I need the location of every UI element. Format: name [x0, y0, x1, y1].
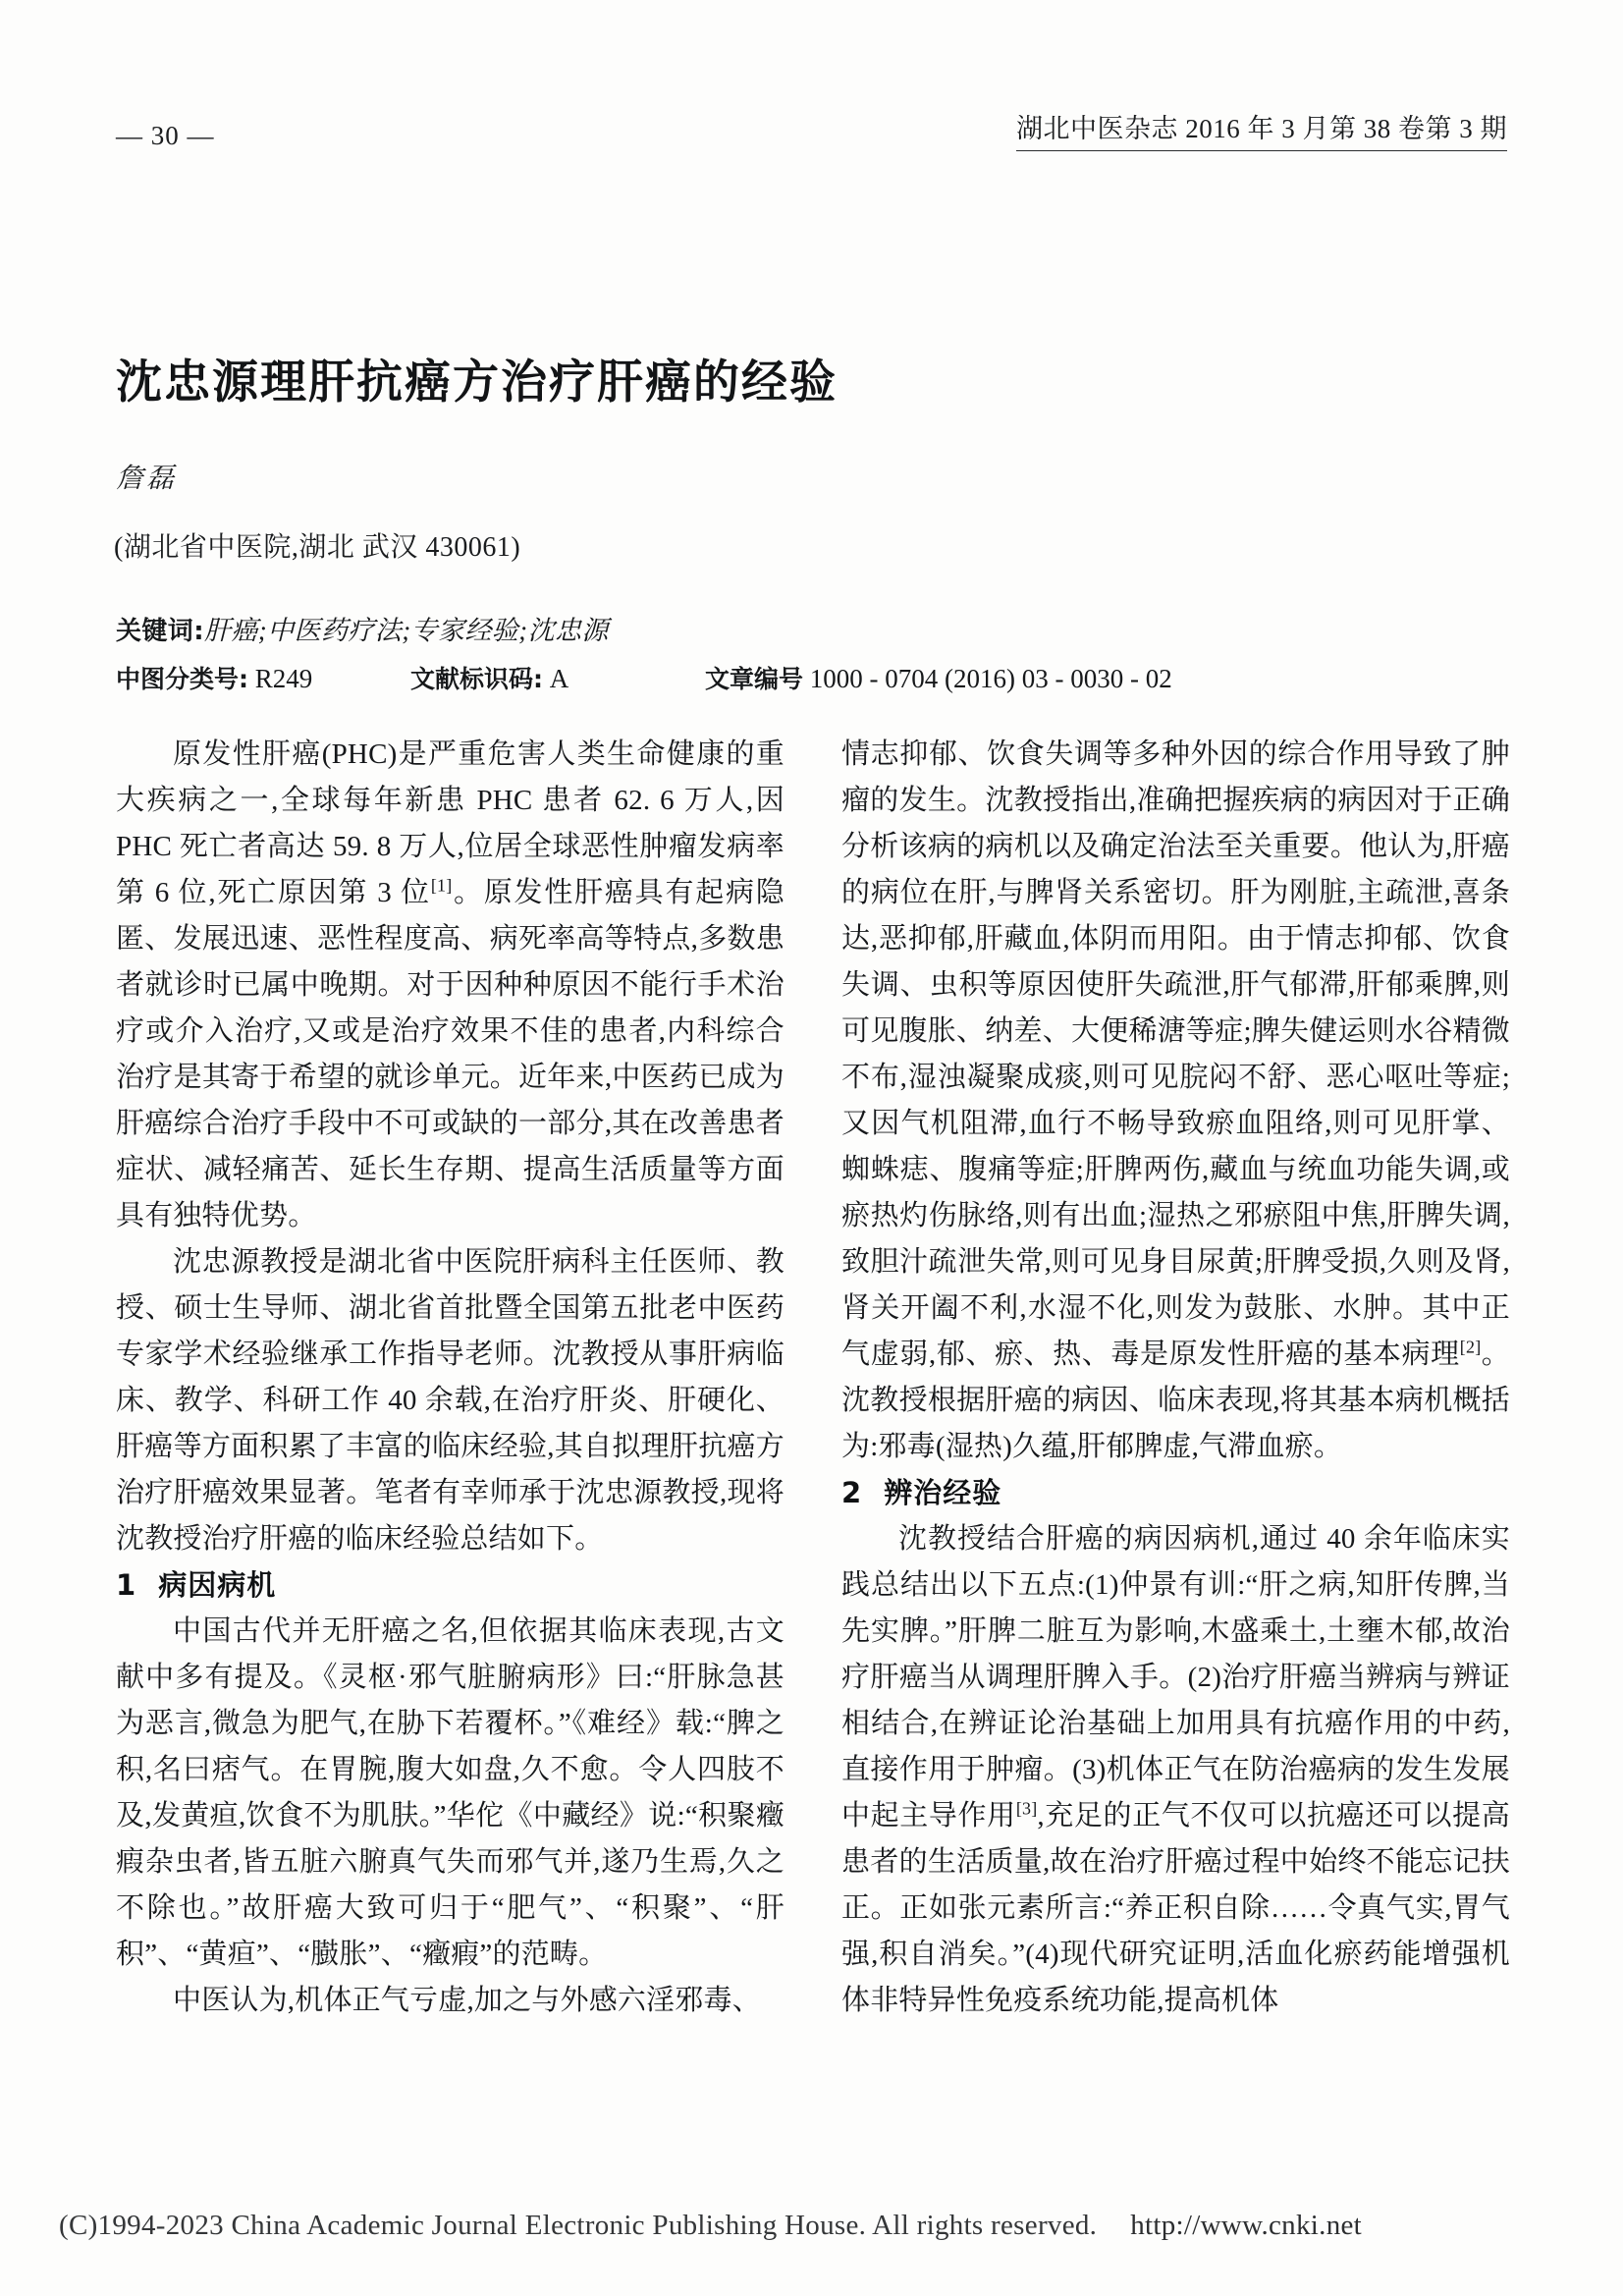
section-heading-2 — [841, 1470, 1510, 1516]
document-code — [410, 660, 705, 695]
keywords-line — [116, 609, 609, 647]
reference-marker: [1] — [430, 875, 453, 896]
paragraph — [841, 1516, 1510, 2024]
reference-marker: [3] — [1015, 1798, 1038, 1819]
paragraph — [841, 732, 1510, 1470]
section-heading-1 — [116, 1562, 784, 1609]
metadata-line — [116, 660, 1507, 695]
author-name: 詹磊 — [116, 464, 178, 494]
paragraph-text: 情志抑郁、饮食失调等多种外因的综合作用导致了肿瘤的发生。沈教授指出,准确把握疾病的病因对于正确分析该病的病机以及确定治法至关重要。他认为,肝癌的病位在肝,与脾肾关系密切。肝为刚脏,主疏泄,喜条达,恶抑郁,肝藏血,体阴而用阳。由于情志抑郁、饮食失调、虫积等原因使肝失疏泄,肝气郁滞,肝郁乘脾,则可见腹胀、纳差、大便稀溏等症;脾失健运则水谷精微不布,湿浊凝聚成痰,则可见脘闷不舒、恶心呕吐等症;又因气机阻滞,血行不畅导致瘀血阻络,则可见肝掌、蜘蛛痣、腹痛等症;肝脾两伤,藏血与统血功能失调,或瘀热灼伤脉络,则有出血;湿热之邪瘀阻中焦,肝脾失调,致胆汁疏泄失常,则可见身目尿黄;肝脾受损,久则及肾,肾关开阖不利,水湿不化,则发为鼓胀、水肿。其中正气虚弱,郁、瘀、热、毒是原发性肝癌的基本病理 — [841, 738, 1510, 1370]
running-head — [116, 108, 1507, 151]
paragraph-text-cont: 。沈教授根据肝癌的病因、临床表现,将其基本病机概括为:邪毒(湿热)久蕴,肝郁脾虚,气滞血瘀。 — [841, 1339, 1511, 1462]
article-id-label: 文章编号 — [705, 665, 804, 693]
left-column — [116, 732, 784, 2016]
paragraph-text: 沈教授结合肝癌的病因病机,通过 40 余年临床实践总结出以下五点:(1)仲景有训:“肝之病,知肝传脾,当先实脾。”肝脾二脏互为影响,木盛乘土,土壅木郁,故治疗肝癌当从调理肝脾入手。(2)治疗肝癌当辨病与辨证相结合,在辨证论治基础上加用具有抗癌作用的中药,直接作用于肿瘤。(3)机体正气在防治癌病的发生发展中起主导作用 — [841, 1523, 1510, 1831]
section-title: 病因病机 — [158, 1568, 277, 1602]
keywords-value: 肝癌;中医药疗法;专家经验;沈忠源 — [204, 616, 609, 645]
page-number: — 30 — — [116, 121, 215, 150]
page-title: 沈忠源理肝抗癌方治疗肝癌的经验 — [116, 355, 838, 410]
article-id-value: 1000 - 0704 (2016) 03 - 0030 - 02 — [803, 664, 1172, 693]
reference-marker: [2] — [1459, 1337, 1482, 1357]
paragraph: 中国古代并无肝癌之名,但依据其临床表现,古文献中多有提及。《灵枢·邪气脏腑病形》曰:“肝脉急甚为恶言,微急为肥气,在胁下若覆杯。”《难经》载:“脾之积,名曰痞气。在胃腕,腹大如盘,久不愈。令人四肢不及,发黄疸,饮食不为肌肤。”华佗《中藏经》说:“积聚癥瘕杂虫者,皆五脏六腑真气失而邪气并,遂乃生焉,久之不除也。”故肝癌大致可归于“肥气”、“积聚”、“肝积”、“黄疸”、“臌胀”、“癥瘕”的范畴。 — [116, 1615, 784, 1970]
right-column — [841, 732, 1511, 2016]
document-code-value: A — [543, 664, 569, 693]
section-number: 1 — [116, 1568, 137, 1602]
paragraph: 中医认为,机体正气亏虚,加之与外感六淫邪毒、 — [173, 1985, 761, 2016]
article-id — [705, 660, 1507, 695]
section-number: 2 — [841, 1476, 863, 1509]
clc-value: R249 — [248, 664, 313, 693]
publisher-url: http://www.cnki.net — [1130, 2210, 1363, 2241]
paragraph: 沈忠源教授是湖北省中医院肝病科主任医师、教授、硕士生导师、湖北省首批暨全国第五批老中医药专家学术经验继承工作指导老师。沈教授从事肝病临床、教学、科研工作 40 余载,在治疗肝炎、肝硬化、肝癌等方面积累了丰富的临床经验,其自拟理肝抗癌方治疗肝癌效果显著。笔者有幸师承于沈忠源教授,现将沈教授治疗肝癌的临床经验总结如下。 — [116, 1246, 784, 1555]
footer-copyright-bar — [59, 2210, 1564, 2242]
section-title: 辨治经验 — [884, 1476, 1002, 1509]
paragraph — [116, 732, 784, 1239]
clc-number — [116, 660, 410, 695]
author-affiliation: (湖北省中医院,湖北 武汉 430061) — [114, 532, 521, 563]
keywords-label: 关键词: — [116, 617, 204, 646]
clc-label: 中图分类号: — [116, 665, 248, 693]
journal-issue-line: 湖北中医杂志 2016 年 3 月第 38 卷第 3 期 — [1016, 107, 1507, 151]
document-code-label: 文献标识码: — [410, 665, 543, 693]
paragraph-text-cont: ,充足的正气不仅可以抗癌还可以提高患者的生活质量,故在治疗肝癌过程中始终不能忘记扶正。正如张元素所言:“养正积自除……令真气实,胃气强,积自消矣。”(4)现代研究证明,活血化瘀药能增强机体非特异性免疫系统功能,提高机体 — [841, 1800, 1511, 2016]
paragraph-text-cont: 。原发性肝癌具有起病隐匿、发展迅速、恶性程度高、病死率高等特点,多数患者就诊时已属中晚期。对于因种种原因不能行手术治疗或介入治疗,又或是治疗效果不佳的患者,内科综合治疗是其寄于希望的就诊单元。近年来,中医药已成为肝癌综合治疗手段中不可或缺的一部分,其在改善患者症状、减轻痛苦、延长生存期、提高生活质量等方面具有独特优势。 — [116, 877, 784, 1231]
copyright-text: (C)1994-2023 China Academic Journal Electronic Publishing House. All rights reserved. — [59, 2210, 1098, 2241]
article-body — [116, 732, 1511, 2016]
paragraph-text: 原发性肝癌(PHC)是严重危害人类生命健康的重大疾病之一,全球每年新患 PHC 患者 62. 6 万人,因 PHC 死亡者高达 59. 8 万人,位居全球恶性肿瘤发病率第 6 位,死亡原因第 3 位 — [116, 738, 784, 908]
